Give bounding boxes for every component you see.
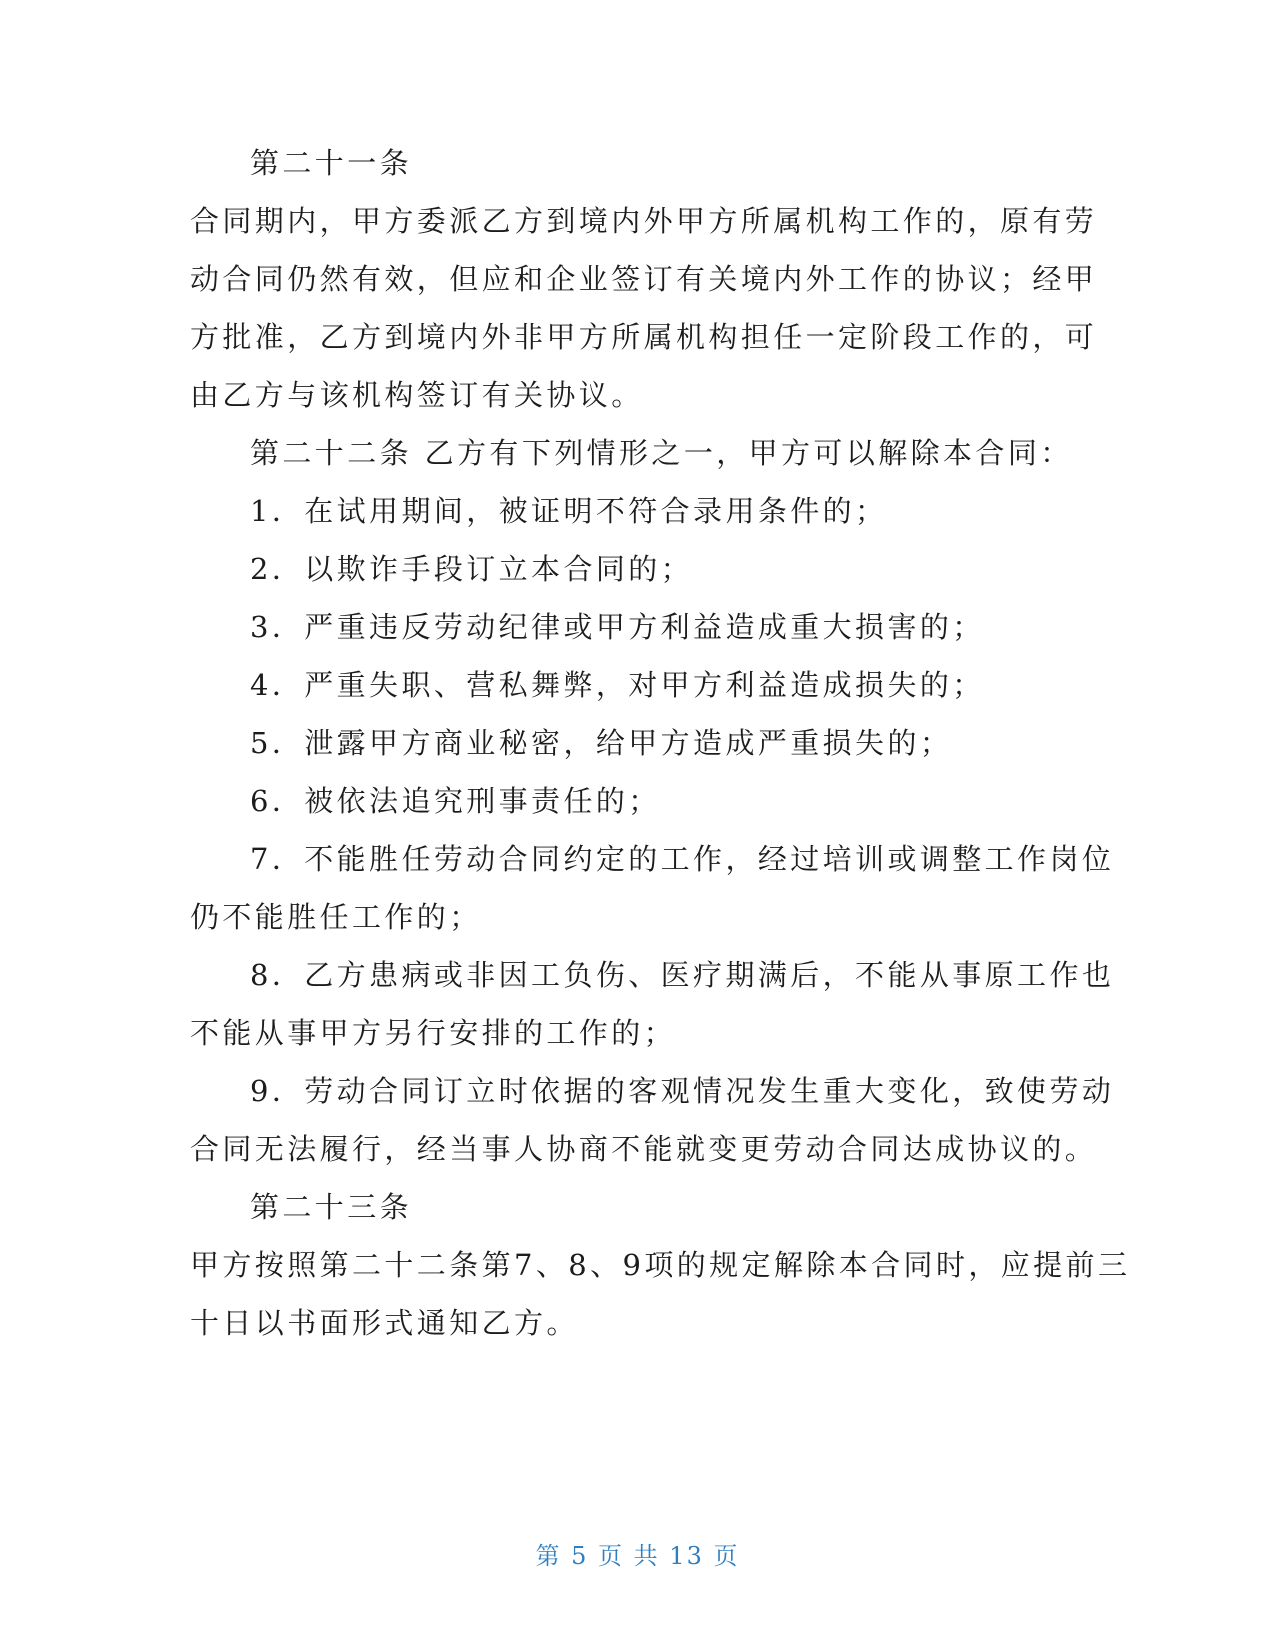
article-22-item: 7．不能胜任劳动合同约定的工作，经过培训或调整工作岗位 (250, 842, 1115, 876)
article-22-item: 3．严重违反劳动纪律或甲方利益造成重大损害的； (250, 610, 985, 644)
article-23-line: 甲方按照第二十二条第7、8、9项的规定解除本合同时，应提前三 (190, 1248, 1131, 1282)
article-22-item-continued: 不能从事甲方另行安排的工作的； (190, 1016, 677, 1050)
article-21-line: 方批准，乙方到境内外非甲方所属机构担任一定阶段工作的，可 (190, 320, 1098, 354)
article-22-heading: 第二十二条 乙方有下列情形之一，甲方可以解除本合同： (250, 436, 1073, 470)
article-22-item: 5．泄露甲方商业秘密，给甲方造成严重损失的； (250, 726, 953, 760)
article-21-line: 合同期内，甲方委派乙方到境内外甲方所属机构工作的，原有劳 (190, 204, 1098, 238)
article-21-heading: 第二十一条 (250, 146, 413, 180)
article-22-item: 1．在试用期间，被证明不符合录用条件的； (250, 494, 888, 528)
article-21-line: 动合同仍然有效，但应和企业签订有关境内外工作的协议；经甲 (190, 262, 1098, 296)
article-22-item: 2．以欺诈手段订立本合同的； (250, 552, 694, 586)
article-22-item-continued: 合同无法履行，经当事人协商不能就变更劳动合同达成协议的。 (190, 1132, 1098, 1166)
article-22-item-continued: 仍不能胜任工作的； (190, 900, 482, 934)
article-23-line: 十日以书面形式通知乙方。 (190, 1306, 579, 1340)
article-22-item: 8．乙方患病或非因工负伤、医疗期满后，不能从事原工作也 (250, 958, 1115, 992)
article-21-line: 由乙方与该机构签订有关协议。 (190, 378, 644, 412)
article-23-heading: 第二十三条 (250, 1190, 413, 1224)
article-22-item: 9．劳动合同订立时依据的客观情况发生重大变化，致使劳动 (250, 1074, 1115, 1108)
article-22-item: 6．被依法追究刑事责任的； (250, 784, 661, 818)
page-indicator: 第 5 页 共 13 页 (535, 1542, 740, 1570)
article-22-item: 4．严重失职、营私舞弊，对甲方利益造成损失的； (250, 668, 985, 702)
